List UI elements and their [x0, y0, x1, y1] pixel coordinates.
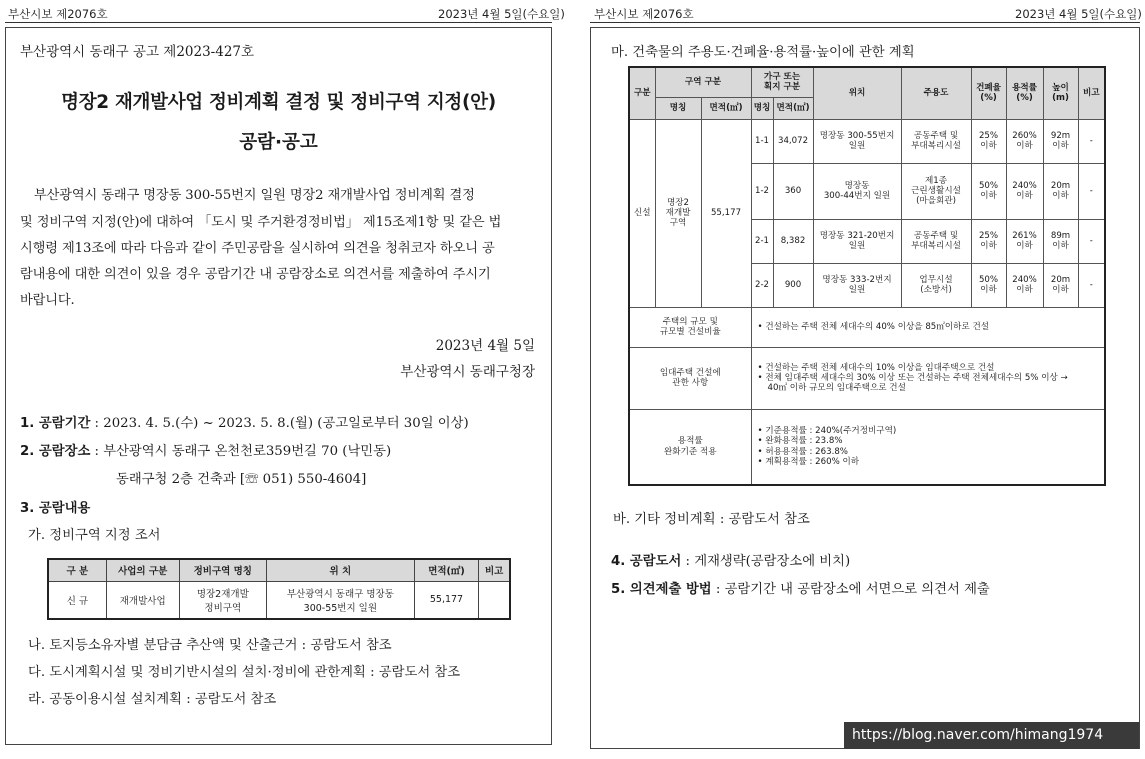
th-far-line1: 용적률	[1012, 82, 1037, 93]
th-use: 주용도	[901, 67, 971, 119]
left-header-rule	[5, 22, 552, 23]
housing-label	[629, 307, 751, 347]
sub-ma: 마. 건축물의 주용도·건폐율·용적률·높이에 관한 계획	[611, 45, 915, 60]
left-header-right: 2023년 4월 5일(수요일)	[438, 7, 565, 21]
item-2-value-line2: 동래구청 2층 건축과 [☏ 051) 550-4604]	[116, 472, 367, 487]
far-item: • 완화용적률 : 23.8%	[757, 436, 843, 447]
cell-bcr	[971, 263, 1006, 307]
cell-zone-name	[179, 581, 266, 619]
blog-url-watermark: https://blog.naver.com/himang1974	[844, 722, 1139, 749]
th-far-line2: (%)	[1016, 93, 1033, 104]
notice-number: 부산광역시 동래구 공고 제2023-427호	[20, 44, 255, 60]
height-line1: 89m	[1050, 230, 1071, 241]
far-line2: 이하	[1016, 141, 1033, 151]
th-hh-area: 면적(㎡)	[773, 97, 813, 119]
th-household	[751, 67, 813, 97]
use-line2: (소방서)	[920, 285, 952, 295]
cell-hh-id: 2-2	[751, 263, 773, 307]
cell-zone-name-line1: 명장2재개발	[196, 588, 249, 600]
use-line1: 공동주택 및	[913, 130, 959, 141]
use-line1: 공동주택 및	[913, 230, 959, 241]
th-height-line2: (m)	[1052, 93, 1069, 104]
cell-hh-id: 2-1	[751, 219, 773, 263]
right-header-right: 2023년 4월 5일(수요일)	[1015, 7, 1142, 21]
loc-line2: 일원	[848, 285, 866, 295]
th-zone-name: 명칭	[655, 97, 701, 119]
cell-height	[1043, 163, 1078, 219]
cell-cat: 신설	[629, 119, 655, 307]
bcr-line2: 이하	[980, 241, 997, 251]
cell-zone-name	[655, 119, 701, 307]
rental-text-line1: • 건설하는 주택 전체 세대수의 10% 이상을 임대주택으로 건설	[757, 362, 995, 373]
item-2-label: 2. 공람장소	[20, 444, 91, 459]
cell-note: -	[1078, 219, 1105, 263]
th-note: 비고	[1078, 67, 1105, 119]
housing-label-line1: 주택의 규모 및	[662, 316, 718, 327]
height-line1: 92m	[1050, 130, 1071, 141]
cell-far	[1006, 263, 1043, 307]
far-line1: 261%	[1012, 230, 1037, 241]
use-line2: 근린생활시설	[911, 185, 961, 196]
height-line1: 20m	[1050, 180, 1071, 191]
right-page-frame	[590, 27, 1140, 749]
item-5	[611, 578, 990, 597]
building-plan-table	[628, 66, 1106, 486]
far-item: • 기준용적률 : 240%(주거정비구역)	[757, 426, 897, 437]
rental-label	[629, 347, 751, 409]
table-row	[48, 581, 510, 619]
cell-business-type: 재개발사업	[106, 581, 179, 619]
item-4	[611, 550, 850, 569]
notice-title-line2: 공람·공고	[239, 132, 318, 153]
item-4-value: : 게재생략(공람장소에 비치)	[681, 554, 851, 569]
far-line1: 240%	[1012, 274, 1037, 285]
notice-issuer: 부산광역시 동래구청장	[400, 364, 535, 380]
bcr-line2: 이하	[980, 191, 997, 201]
cell-hh-id: 1-2	[751, 163, 773, 219]
th-business-type: 사업의 구분	[106, 559, 179, 581]
far-line1: 260%	[1012, 130, 1037, 141]
item-1-label: 1. 공람기간	[20, 416, 91, 431]
item-5-value: : 공람기간 내 공람장소에 서면으로 의견서 제출	[711, 582, 990, 597]
far-item: • 계획용적률 : 260% 이하	[757, 457, 860, 468]
cell-far	[1006, 119, 1043, 163]
th-height-line1: 높이	[1052, 82, 1069, 93]
sub-na: 나. 토지등소유자별 분담금 추산액 및 산출근거 : 공람도서 참조	[28, 638, 392, 653]
cell-far	[1006, 219, 1043, 263]
th-zone-area: 면적(㎡)	[701, 97, 751, 119]
zone-name-line2: 재개발	[665, 207, 691, 218]
bcr-line1: 25%	[978, 130, 999, 141]
bcr-line2: 이하	[980, 285, 997, 295]
far-text	[751, 409, 1105, 485]
cell-use	[901, 163, 971, 219]
far-label	[629, 409, 751, 485]
cell-use	[901, 263, 971, 307]
th-bcr-line2: (%)	[980, 93, 997, 104]
far-line2: 이하	[1016, 191, 1033, 201]
cell-note: -	[1078, 263, 1105, 307]
cell-location	[266, 581, 414, 619]
notice-date: 2023년 4월 5일	[435, 338, 535, 354]
cell-gubun: 신 규	[48, 581, 106, 619]
rental-label-line1: 임대주택 건설에	[659, 367, 721, 378]
th-area: 면적(㎡)	[414, 559, 479, 581]
use-line1: 업무시설	[919, 274, 953, 285]
loc-line2: 일원	[848, 241, 866, 251]
far-label-line1: 용적률	[677, 436, 703, 447]
bcr-line1: 25%	[978, 230, 999, 241]
cell-note: -	[1078, 119, 1105, 163]
th-bcr-line1: 건폐율	[976, 82, 1001, 93]
th-gubun: 구분	[629, 67, 655, 119]
cell-far	[1006, 163, 1043, 219]
th-location: 위 치	[266, 559, 414, 581]
cell-bcr	[971, 219, 1006, 263]
body-line-1: 부산광역시 동래구 명장동 300-55번지 일원 명장2 재개발사업 정비계획 결정	[34, 188, 475, 203]
item-1-value: : 2023. 4. 5.(수) ~ 2023. 5. 8.(월) (공고일로부터 30일 이상)	[90, 416, 469, 431]
th-location: 위치	[813, 67, 901, 119]
th-note: 비고	[479, 559, 510, 581]
cell-location	[813, 263, 901, 307]
cell-bcr	[971, 119, 1006, 163]
table-row-rental	[629, 347, 1105, 409]
cell-height	[1043, 119, 1078, 163]
rental-text-line2: • 전체 임대주택 세대수의 30% 이상 또는 건설하는 주택 전체세대수의 5% 이상 →	[757, 372, 1068, 383]
zone-name-line3: 구역	[669, 218, 687, 229]
th-household-line2: 획지 구분	[763, 82, 801, 93]
body-line-2: 및 정비구역 지정(안)에 대하여 「도시 및 주거환경정비법」 제15조제1항 및 같은 법	[20, 215, 502, 230]
body-line-3: 시행령 제13조에 따라 다음과 같이 주민공람을 실시하여 의견을 청취코자 하오니 공	[20, 241, 495, 256]
height-line2: 이하	[1052, 141, 1069, 151]
th-zone: 구역 구분	[655, 67, 751, 97]
cell-hh-area: 900	[773, 263, 813, 307]
table-header-row	[48, 559, 510, 581]
cell-zone-area: 55,177	[701, 119, 751, 307]
cell-height	[1043, 263, 1078, 307]
loc-line1: 명장동 300-55번지	[819, 130, 895, 141]
zone-designation-table	[47, 558, 511, 620]
cell-hh-area: 8,382	[773, 219, 813, 263]
item-3-label: 3. 공람내용	[20, 501, 91, 516]
cell-use	[901, 219, 971, 263]
loc-line2: 일원	[848, 141, 866, 151]
cell-location	[813, 219, 901, 263]
table-row-housing	[629, 307, 1105, 347]
cell-note	[479, 581, 510, 619]
sub-ga: 가. 정비구역 지정 조서	[28, 528, 161, 543]
body-line-4: 람내용에 대한 의견이 있을 경우 공람기간 내 공람장소로 의견서를 제출하여 주시기	[20, 267, 491, 282]
th-gubun: 구 분	[48, 559, 106, 581]
height-line1: 20m	[1050, 274, 1071, 285]
item-5-label: 5. 의견제출 방법	[611, 582, 712, 597]
bcr-line1: 50%	[978, 274, 999, 285]
loc-line2: 300-44번지 일원	[823, 191, 891, 201]
zone-name-line1: 명장2	[666, 197, 690, 208]
cell-bcr	[971, 163, 1006, 219]
body-line-5: 바랍니다.	[20, 293, 75, 308]
cell-use	[901, 119, 971, 163]
th-height	[1043, 67, 1078, 119]
use-line1: 제1종	[924, 175, 948, 186]
cell-hh-area: 34,072	[773, 119, 813, 163]
th-bcr	[971, 67, 1006, 119]
left-header-left: 부산시보 제2076호	[8, 7, 108, 21]
height-line2: 이하	[1052, 241, 1069, 251]
cell-location	[813, 119, 901, 163]
cell-note: -	[1078, 163, 1105, 219]
cell-height	[1043, 219, 1078, 263]
cell-location-line1: 부산광역시 동래구 명장동	[286, 588, 394, 600]
item-2	[20, 440, 391, 459]
bcr-line1: 50%	[978, 180, 999, 191]
notice-title-line1: 명장2 재개발사업 정비계획 결정 및 정비구역 지정(안)	[61, 92, 496, 113]
item-2-value: : 부산광역시 동래구 온천천로359번길 70 (낙민동)	[90, 444, 392, 459]
height-line2: 이하	[1052, 285, 1069, 295]
rental-text	[751, 347, 1105, 409]
use-line2: 부대복리시설	[911, 241, 961, 251]
th-hh-name: 명칭	[751, 97, 773, 119]
far-item: • 허용용적률 : 263.8%	[757, 446, 848, 457]
far-line2: 이하	[1016, 241, 1033, 251]
use-line2: 부대복리시설	[911, 141, 961, 151]
height-line2: 이하	[1052, 191, 1069, 201]
far-label-line2: 완화기준 적용	[663, 446, 717, 457]
table-row	[629, 119, 1105, 163]
left-page-frame	[5, 27, 552, 745]
sub-ba: 바. 기타 정비계획 : 공람도서 참조	[613, 512, 810, 527]
cell-location	[813, 163, 901, 219]
th-zone-name: 정비구역 명칭	[179, 559, 266, 581]
sub-da: 다. 도시계획시설 및 정비기반시설의 설치·정비에 관한계획 : 공람도서 참조	[28, 665, 461, 680]
far-line2: 이하	[1016, 285, 1033, 295]
housing-text: • 건설하는 주택 전체 세대수의 40% 이상을 85㎡이하로 건설	[751, 307, 1105, 347]
th-household-line1: 가구 또는	[763, 71, 801, 82]
table-row-far	[629, 409, 1105, 485]
cell-zone-name-line2: 정비구역	[204, 602, 242, 614]
cell-hh-id: 1-1	[751, 119, 773, 163]
item-1	[20, 412, 469, 431]
cell-area: 55,177	[414, 581, 479, 619]
far-line1: 240%	[1012, 180, 1037, 191]
rental-text-line3: 40㎡ 이하 규모의 임대주택으로 건설	[767, 383, 906, 394]
bcr-line2: 이하	[980, 141, 997, 151]
right-header-left: 부산시보 제2076호	[594, 7, 694, 21]
right-header-rule	[590, 22, 1140, 23]
rental-label-line2: 관한 사항	[672, 378, 709, 388]
loc-line1: 명장동 321-20번지	[819, 230, 895, 241]
item-4-label: 4. 공람도서	[611, 554, 682, 569]
loc-line1: 명장동 333-2번지	[822, 274, 892, 285]
header-row-1	[629, 67, 1105, 97]
th-far	[1006, 67, 1043, 119]
cell-hh-area: 360	[773, 163, 813, 219]
housing-label-line2: 규모별 건설비율	[659, 327, 721, 337]
loc-line1: 명장동	[844, 180, 870, 191]
use-line3: (마을회관)	[916, 196, 956, 207]
cell-location-line2: 300-55번지 일원	[303, 602, 378, 614]
sub-ra: 라. 공동이용시설 설치계획 : 공람도서 참조	[28, 692, 277, 707]
